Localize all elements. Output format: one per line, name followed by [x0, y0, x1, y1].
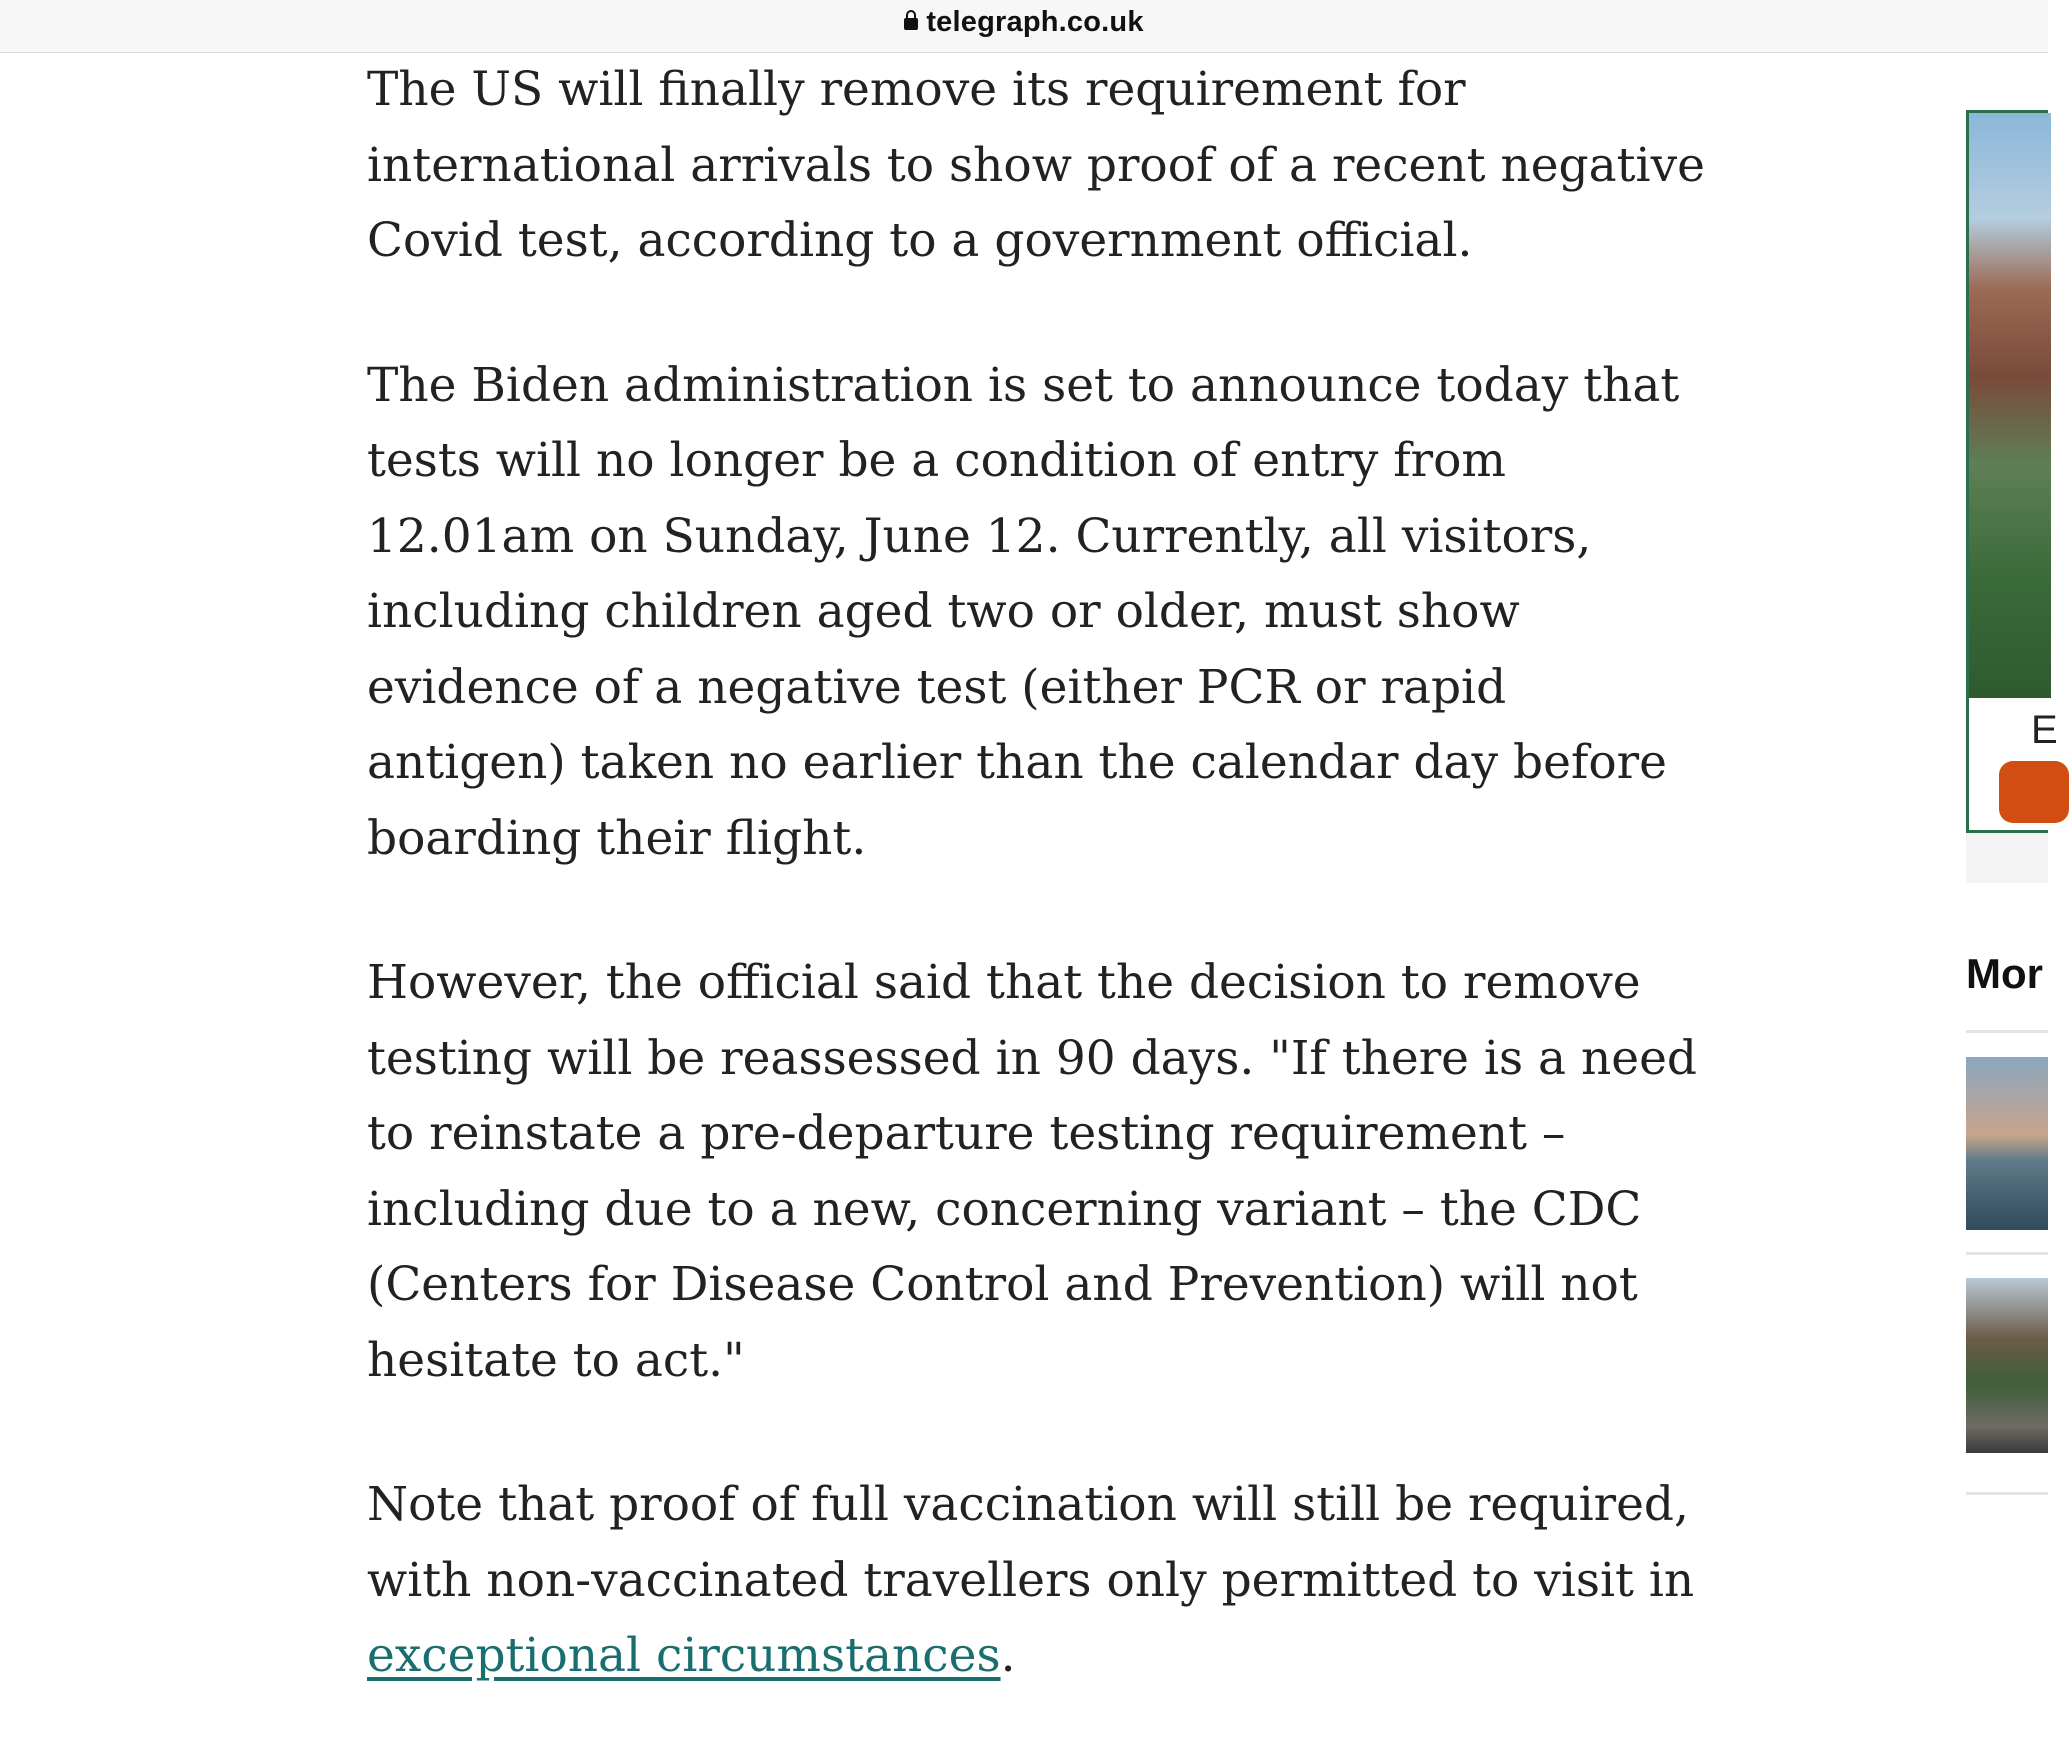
url-display[interactable] — [0, 6, 2048, 39]
paragraph-4 — [367, 1467, 1707, 1694]
divider — [1966, 1030, 2048, 1033]
paragraph-4-end: . — [1000, 1628, 1016, 1683]
exceptional-circumstances-link[interactable]: exceptional circumstances — [367, 1628, 1001, 1683]
paragraph-4-text: Note that proof of full vaccination will still be required, with non-vaccinated travellers only permitted to visit in — [367, 1477, 1695, 1608]
advert-text: E — [2031, 708, 2058, 752]
sidebar-advert[interactable] — [1966, 110, 2058, 833]
paragraph-3: However, the official said that the decision to remove testing will be reassessed in 90 days. "If there is a need to reinstate a pre-departure testing requirement – including due to a new, concerning variant – the CDC (Centers for Disease Control and Prevention) will not hesitate to act." — [367, 955, 1697, 1388]
lock-icon — [904, 18, 918, 30]
paragraph-2: The Biden administration is set to announce today that tests will no longer be a condition of entry from 12.01am on Sunday, June 12. Currently, all visitors, including children aged two or older, must show evidence of a negative test (either PCR or rapid antigen) taken no earlier than the calendar day before boarding their flight. — [367, 357, 1680, 866]
divider — [1966, 1492, 2048, 1495]
url-text: telegraph.co.uk — [926, 6, 1144, 38]
paragraph-1: The US will finally remove its requirement for international arrivals to show proof of a recent negative Covid test, according to a government official. — [367, 62, 1705, 268]
article-body — [367, 52, 1707, 1763]
more-section-title: Mor — [1966, 950, 2043, 997]
advert-footer — [1966, 833, 2048, 883]
related-article-thumbnail[interactable] — [1966, 1057, 2048, 1230]
divider — [1966, 1252, 2048, 1255]
related-article-thumbnail[interactable] — [1966, 1278, 2048, 1453]
browser-address-bar[interactable] — [0, 0, 2048, 53]
advert-button[interactable] — [1999, 761, 2069, 823]
advert-image — [1969, 113, 2051, 698]
